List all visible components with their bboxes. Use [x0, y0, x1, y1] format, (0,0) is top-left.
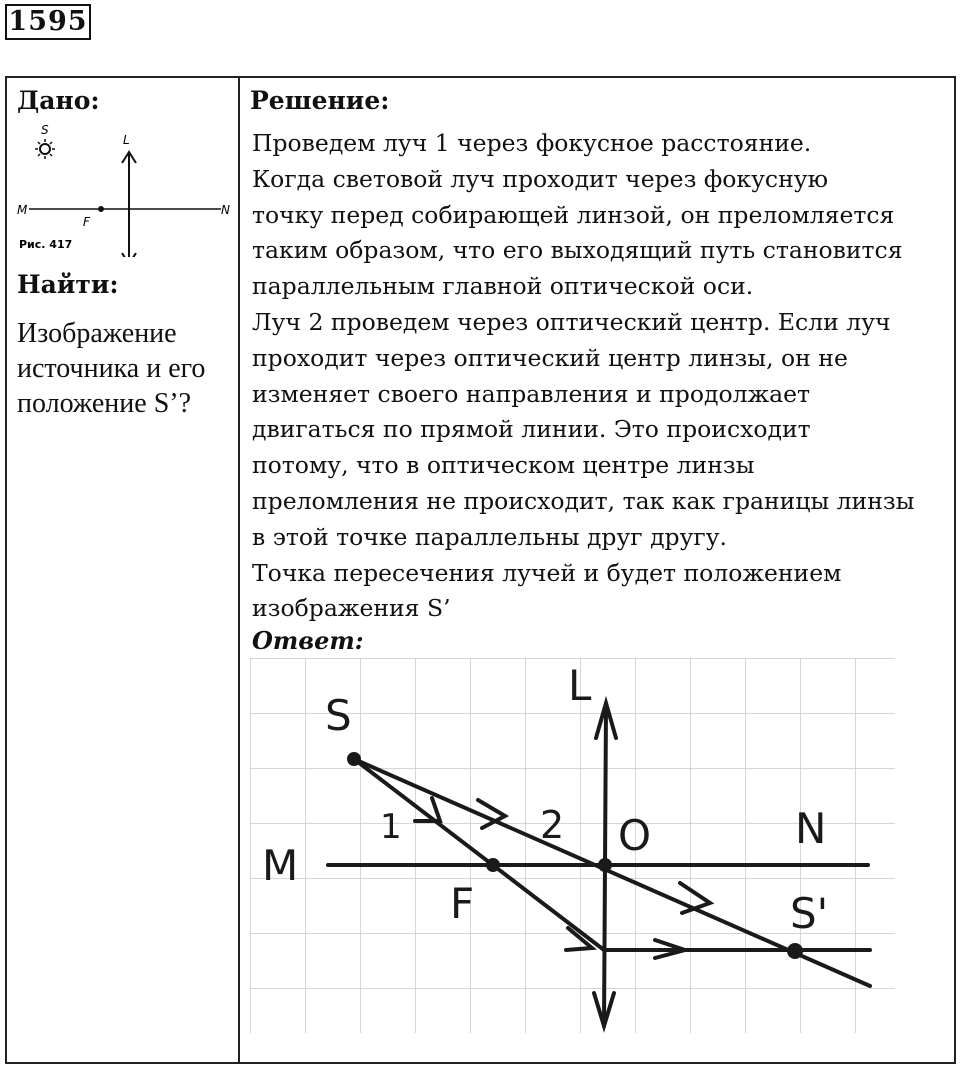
solution-label: Решение:: [250, 86, 390, 115]
lens-label: L: [123, 133, 130, 147]
find-text: Изображение источника и его положение S’?: [17, 318, 206, 419]
solution-line: параллельным главной оптической оси.: [252, 272, 754, 301]
focus-point: [98, 206, 104, 212]
given-figure: [15, 122, 237, 257]
center-label: O: [618, 811, 652, 860]
axis-right-label: N: [221, 203, 230, 217]
focus-label: F: [83, 215, 90, 229]
solution-line: точку перед собирающей линзой, он преломляется: [252, 200, 895, 229]
solution-line: проходит через оптический центр линзы, он не: [252, 343, 848, 372]
source-label: S: [41, 123, 49, 137]
source-label: S: [325, 691, 352, 740]
column-divider: [238, 78, 240, 1062]
center-point: [598, 858, 612, 872]
solution-line: изменяет своего направления и продолжает: [252, 379, 811, 408]
source-point: [347, 752, 361, 766]
find-label: Найти:: [17, 270, 119, 299]
axis-left-label: M: [17, 203, 28, 217]
solution-line: Точка пересечения лучей и будет положением: [252, 558, 842, 587]
image-point: [787, 943, 803, 959]
lens-arrow-icon: [122, 152, 136, 257]
solution-line: изображения S’: [252, 594, 451, 623]
focus-label: F: [450, 879, 475, 928]
solution-line: Когда световой луч проходит через фокусную: [252, 164, 829, 193]
solution-line: Луч 2 проведем через оптический центр. Если луч: [252, 307, 891, 336]
solution-line: потому, что в оптическом центре линзы: [252, 451, 755, 480]
light-source-icon: [35, 139, 55, 159]
solution-line: Проведем луч 1 через фокусное расстояние.: [252, 129, 812, 157]
focus-point: [486, 858, 500, 872]
ray-1-label: 1: [380, 807, 402, 847]
ray-2-label: 2: [540, 803, 565, 847]
answer-label: Ответ:: [252, 626, 364, 655]
given-label: Дано:: [17, 86, 100, 115]
solution-line: в этой точке параллельны друг другу.: [252, 522, 728, 551]
axis-left-label: M: [262, 841, 299, 890]
problem-number: 1595: [5, 4, 91, 40]
solution-line: таким образом, что его выходящий путь становится: [252, 236, 903, 265]
axis-right-label: N: [795, 804, 827, 853]
answer-drawing: [250, 658, 895, 1033]
lens-label: L: [568, 661, 592, 710]
solution-line: преломления не происходит, так как границы линзы: [252, 486, 915, 515]
figure-caption: Рис. 417: [19, 238, 73, 251]
solution-line: двигаться по прямой линии. Это происходит: [252, 415, 811, 444]
problem-table: [5, 76, 956, 1064]
solution-text: [252, 126, 957, 627]
image-label: S': [790, 889, 829, 938]
